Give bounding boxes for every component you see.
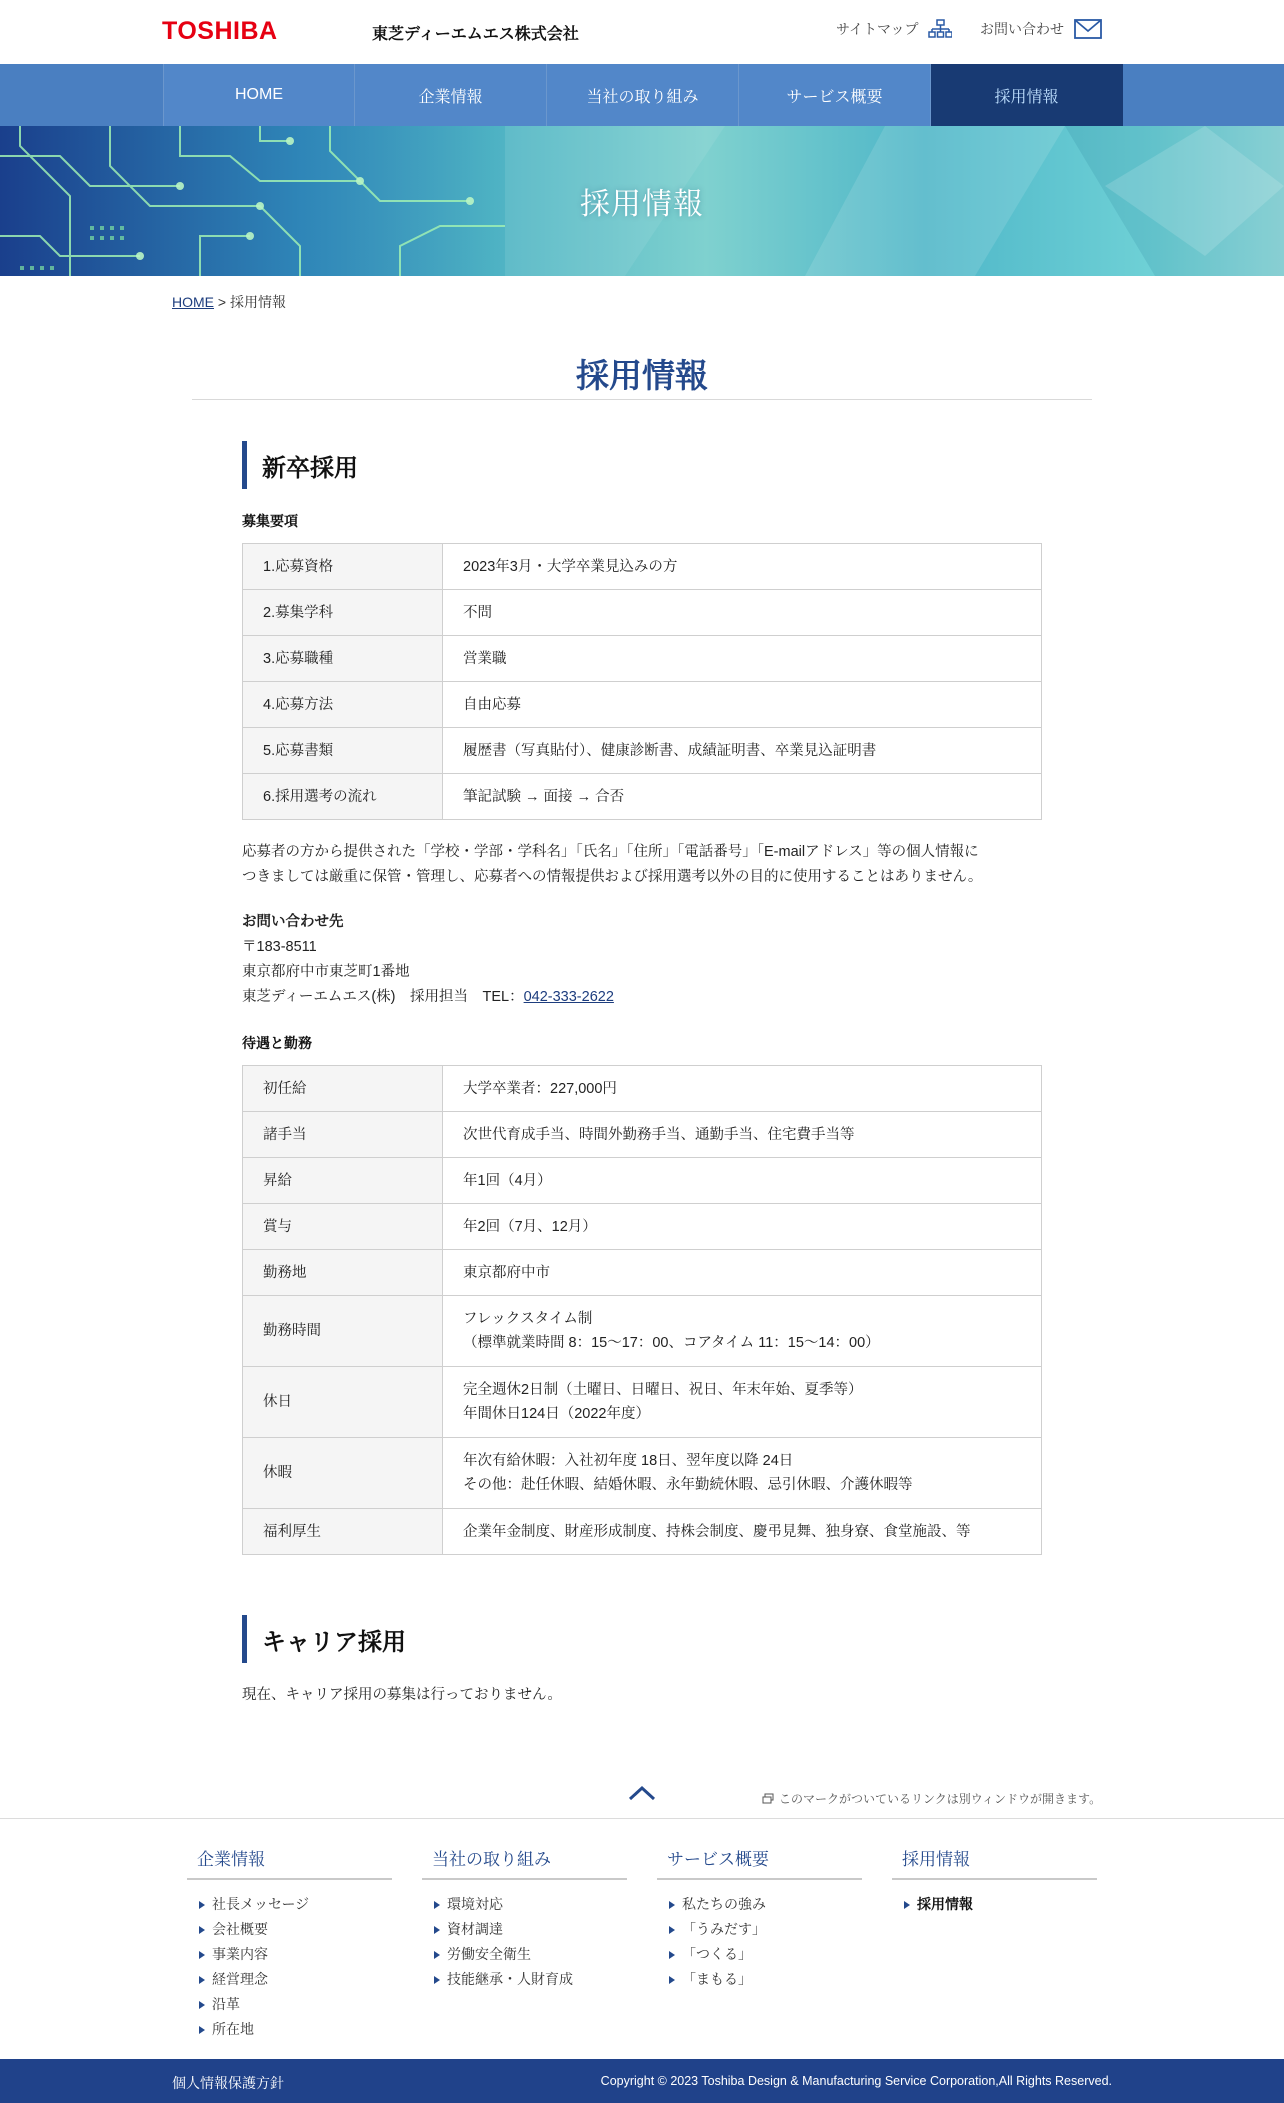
- footer-link[interactable]: 環境対応: [422, 1892, 627, 1917]
- privacy-policy-link[interactable]: 個人情報保護方針: [172, 2075, 284, 2091]
- row-label: 初任給: [243, 1066, 443, 1112]
- contact-person-text: 東芝ディーエムエス(株) 採用担当 TEL：: [242, 989, 524, 1005]
- row-label: 3.応募職種: [243, 636, 443, 682]
- footer-link[interactable]: 沿革: [187, 1992, 392, 2017]
- career-text: 現在、キャリア採用の募集は行っておりません。: [242, 1687, 562, 1703]
- footer-column-title[interactable]: 採用情報: [892, 1845, 1097, 1880]
- footer-column-title[interactable]: 企業情報: [187, 1845, 392, 1880]
- sitemap-label: サイトマップ: [836, 21, 919, 37]
- row-value: [443, 1367, 1042, 1438]
- sitemap-link[interactable]: [836, 19, 952, 39]
- toshiba-logo[interactable]: TOSHIBA: [162, 17, 278, 45]
- nav-recruit[interactable]: 採用情報: [931, 64, 1123, 126]
- company-name: 東芝ディーエムエス株式会社: [372, 26, 579, 43]
- mail-icon: [1074, 19, 1102, 39]
- row-label: 6.採用選考の流れ: [243, 774, 443, 820]
- subheading-benefits: 待遇と勤務: [242, 1035, 312, 1051]
- hero-banner: [0, 126, 1284, 276]
- table-row: [243, 1112, 1042, 1158]
- row-label: 4.応募方法: [243, 682, 443, 728]
- row-label: 福利厚生: [243, 1509, 443, 1555]
- row-value-line: （標準就業時間 8：15～17：00、コアタイム 11：15～14：00）: [463, 1335, 880, 1351]
- contact-title: お問い合わせ先: [242, 914, 344, 930]
- section-heading-shinsotsu: 新卒採用: [242, 441, 358, 489]
- table-row: [243, 1367, 1042, 1438]
- breadcrumb-current: 採用情報: [229, 294, 286, 310]
- footer-link[interactable]: 「つくる」: [657, 1942, 862, 1967]
- row-value: [443, 1204, 1042, 1250]
- footer-column-initiatives: [422, 1845, 627, 1992]
- tel-link[interactable]: 042-333-2622: [523, 989, 614, 1005]
- footer-link[interactable]: 技能継承・人財育成: [422, 1967, 627, 1992]
- row-value: [443, 1066, 1042, 1112]
- row-label: 昇給: [243, 1158, 443, 1204]
- footer-column-services: [657, 1845, 862, 1992]
- row-value-line: 企業年金制度、財産形成制度、持株会制度、慶弔見舞、独身寮、食堂施設、等: [463, 1523, 971, 1540]
- external-note-text: このマークがついているリンクは別ウィンドウが開きます。: [779, 1792, 1102, 1806]
- privacy-note: [242, 840, 1052, 890]
- row-value: 不問: [443, 590, 1042, 636]
- requirements-table: [242, 543, 1042, 820]
- row-value-line: フレックスタイム制: [463, 1311, 593, 1327]
- table-row: [243, 1509, 1042, 1555]
- site-header: [0, 0, 1284, 64]
- breadcrumb-home-link[interactable]: HOME: [172, 294, 214, 310]
- sitemap-icon: [928, 19, 952, 39]
- row-value-line: 年間休日124日（2022年度）: [463, 1406, 650, 1422]
- footer-divider: [0, 1818, 1284, 1819]
- contact-person: [242, 985, 614, 1010]
- table-row: [243, 636, 1042, 682]
- row-label: 休暇: [243, 1438, 443, 1509]
- row-value: [443, 1509, 1042, 1555]
- copyright-text: Copyright © 2023 Toshiba Design & Manufacturing Service Corporation,All Rights Reserved.: [600, 2074, 1112, 2088]
- row-value: 筆記試験 → 面接 → 合否: [443, 774, 1042, 820]
- contact-postal: 〒183-8511: [242, 939, 317, 955]
- row-value: [443, 1158, 1042, 1204]
- row-value: [443, 1112, 1042, 1158]
- section-heading-career: キャリア採用: [242, 1615, 406, 1663]
- footer-link[interactable]: 「まもる」: [657, 1967, 862, 1992]
- row-label: 休日: [243, 1367, 443, 1438]
- row-value: 自由応募: [443, 682, 1042, 728]
- footer-column-title[interactable]: 当社の取り組み: [422, 1845, 627, 1880]
- breadcrumb-separator: >: [214, 294, 230, 310]
- row-value-line: 完全週休2日制（土曜日、日曜日、祝日、年末年始、夏季等）: [463, 1382, 863, 1398]
- row-value-line: 年2回（7月、12月）: [463, 1218, 597, 1235]
- row-value: [443, 1250, 1042, 1296]
- footer-link[interactable]: 資材調達: [422, 1917, 627, 1942]
- footer-column-company: [187, 1845, 392, 2042]
- row-label: 1.応募資格: [243, 544, 443, 590]
- external-window-icon: [762, 1793, 774, 1804]
- table-row: [243, 544, 1042, 590]
- row-value-line: 次世代育成手当、時間外勤務手当、通勤手当、住宅費手当等: [463, 1126, 855, 1143]
- contact-label: お問い合わせ: [980, 21, 1064, 37]
- footer-link[interactable]: 「うみだす」: [657, 1917, 862, 1942]
- footer-bar: [0, 2059, 1284, 2103]
- table-row: [243, 728, 1042, 774]
- row-label: 2.募集学科: [243, 590, 443, 636]
- nav-services[interactable]: サービス概要: [739, 64, 931, 126]
- benefits-table: [242, 1065, 1042, 1555]
- row-label: 勤務地: [243, 1250, 443, 1296]
- subheading-requirements: 募集要項: [242, 513, 298, 529]
- table-row: [243, 1296, 1042, 1367]
- table-row: [243, 682, 1042, 728]
- nav-home[interactable]: HOME: [163, 64, 355, 126]
- row-value: [443, 1438, 1042, 1509]
- breadcrumb: [172, 292, 286, 312]
- row-label: 諸手当: [243, 1112, 443, 1158]
- hero-title: 採用情報: [580, 188, 704, 221]
- row-label: 5.応募書類: [243, 728, 443, 774]
- contact-link[interactable]: [980, 19, 1102, 39]
- row-label: 賞与: [243, 1204, 443, 1250]
- table-row: [243, 1158, 1042, 1204]
- title-divider: [192, 399, 1092, 400]
- page-top-chevron-icon[interactable]: [627, 1783, 657, 1803]
- table-row: [243, 774, 1042, 820]
- recruit-contact: [242, 910, 614, 1010]
- footer-link[interactable]: 所在地: [187, 2017, 392, 2042]
- row-value: 2023年3月・大学卒業見込みの方: [443, 544, 1042, 590]
- table-row: [243, 1066, 1042, 1112]
- footer-column-title[interactable]: サービス概要: [657, 1845, 862, 1880]
- footer-link[interactable]: 事業内容: [187, 1942, 392, 1967]
- nav-initiatives[interactable]: 当社の取り組み: [547, 64, 739, 126]
- external-link-note: [762, 1790, 1101, 1807]
- global-nav: [0, 64, 1284, 126]
- row-value-line: 年次有給休暇：入社初年度 18日、翌年度以降 24日: [463, 1453, 794, 1469]
- footer-link[interactable]: 私たちの強み: [657, 1892, 862, 1917]
- row-value-line: 大学卒業者：227,000円: [463, 1080, 617, 1097]
- table-row: [243, 1250, 1042, 1296]
- footer-link[interactable]: 会社概要: [187, 1917, 392, 1942]
- footer-link[interactable]: 経営理念: [187, 1967, 392, 1992]
- table-row: [243, 1204, 1042, 1250]
- row-value: [443, 1296, 1042, 1367]
- row-label: 勤務時間: [243, 1296, 443, 1367]
- footer-link[interactable]: 社長メッセージ: [187, 1892, 392, 1917]
- page-title: 採用情報: [576, 357, 708, 394]
- privacy-note-line: つきましては厳重に保管・管理し、応募者への情報提供および採用選考以外の目的に使用することはありません。: [242, 869, 983, 885]
- contact-address: 東京都府中市東芝町1番地: [242, 964, 410, 980]
- footer-column-recruit: [892, 1845, 1097, 1917]
- footer-link[interactable]: 労働安全衛生: [422, 1942, 627, 1967]
- row-value: 履歴書（写真貼付）、健康診断書、成績証明書、卒業見込証明書: [443, 728, 1042, 774]
- row-value: 営業職: [443, 636, 1042, 682]
- row-value-line: 東京都府中市: [463, 1264, 550, 1281]
- row-value-line: その他：赴任休暇、結婚休暇、永年勤続休暇、忌引休暇、介護休暇等: [463, 1477, 913, 1493]
- table-row: [243, 1438, 1042, 1509]
- nav-company[interactable]: 企業情報: [355, 64, 547, 126]
- table-row: [243, 590, 1042, 636]
- privacy-note-line: 応募者の方から提供された「学校・学部・学科名」「氏名」「住所」「電話番号」「E-mailアドレス」等の個人情報に: [242, 844, 979, 860]
- row-value-line: 年1回（4月）: [463, 1172, 552, 1189]
- footer-link[interactable]: 採用情報: [892, 1892, 1097, 1917]
